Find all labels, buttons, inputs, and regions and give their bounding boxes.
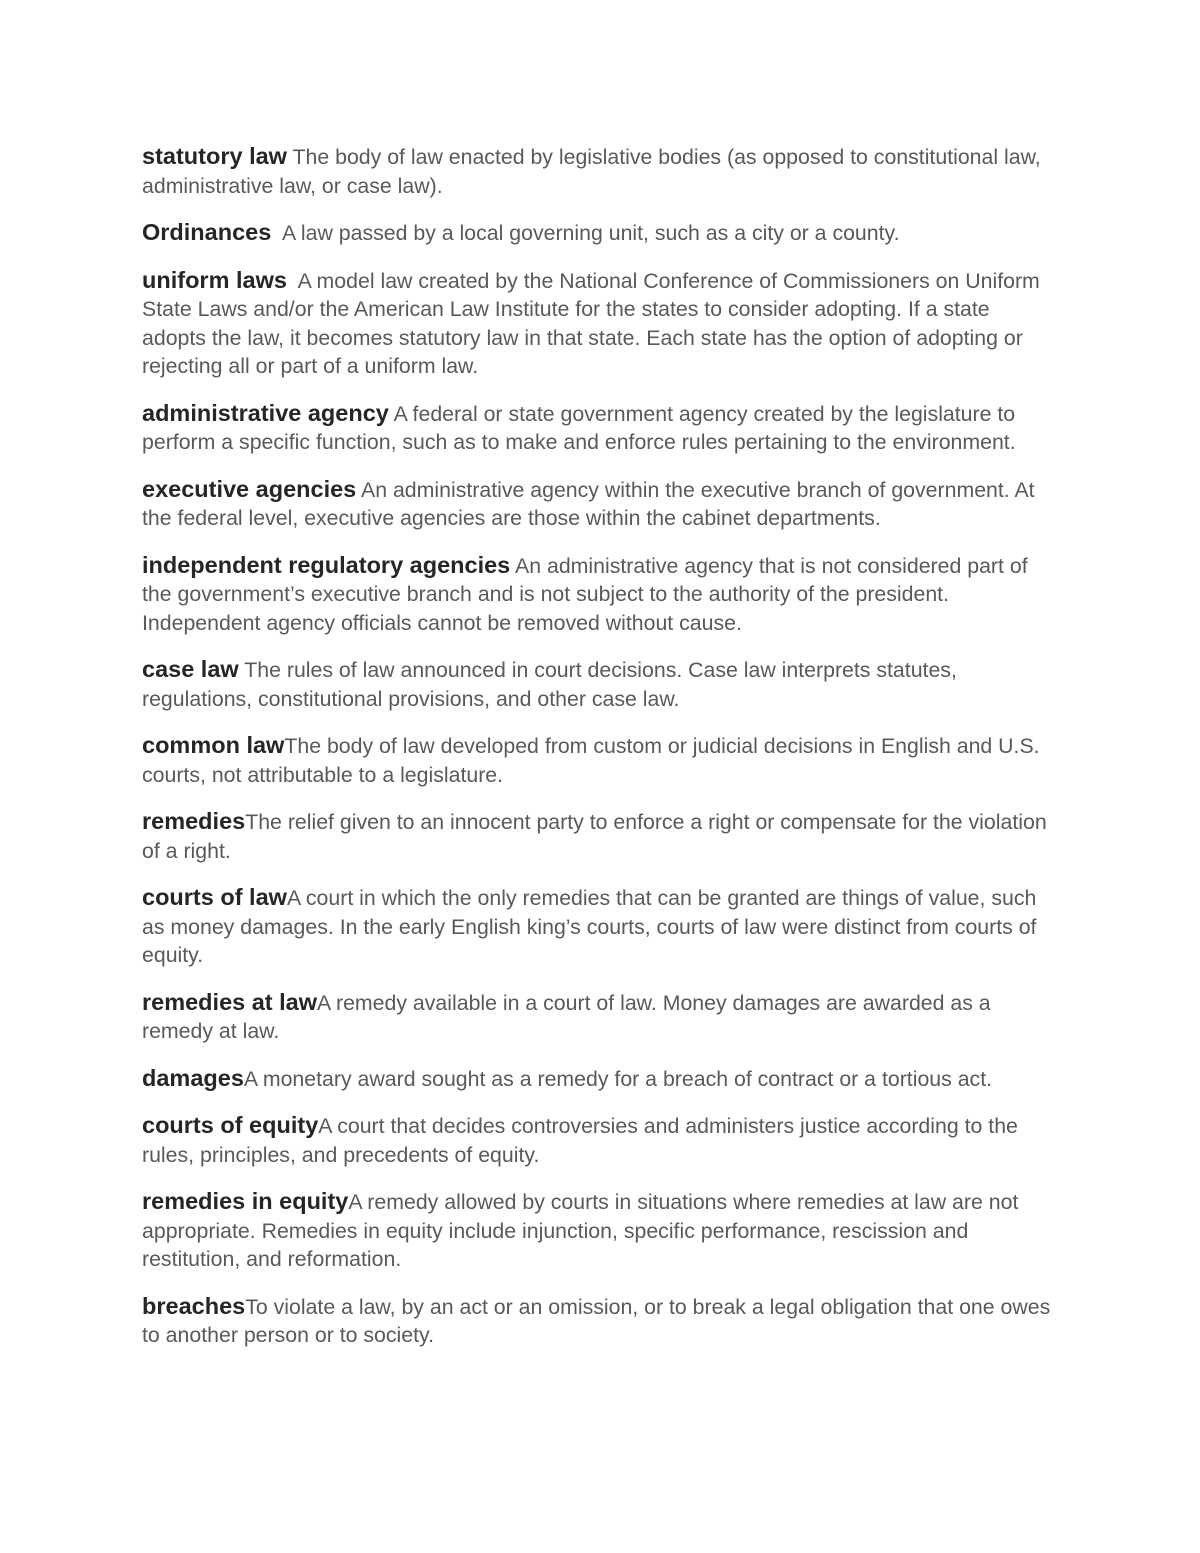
glossary-entry-independent-regulatory-agencies — [142, 551, 1058, 638]
glossary-entry-remedies — [142, 807, 1058, 865]
glossary-entry-uniform-laws — [142, 266, 1058, 381]
glossary-term: executive agencies — [142, 475, 357, 502]
glossary-entry-courts-of-law — [142, 883, 1058, 970]
glossary-definition: A law passed by a local governing unit, such as a city or a county. — [281, 221, 900, 245]
glossary-definition: The rules of law announced in court decisions. Case law interprets statutes, regulations, constitutional provisions, and other case law. — [142, 658, 957, 711]
glossary-term: uniform laws — [142, 266, 287, 293]
glossary-term: independent regulatory agencies — [142, 551, 511, 578]
glossary-definition: To violate a law, by an act or an omission, or to break a legal obligation that one owes to another person or to society. — [142, 1294, 1051, 1347]
glossary-definition: A court that decides controversies and administers justice according to the rules, principles, and precedents of equity. — [142, 1114, 1018, 1167]
glossary-term: common law — [142, 732, 285, 758]
glossary-term: damages — [142, 1064, 244, 1091]
glossary-definition: A model law created by the National Conference of Commissioners on Uniform State Laws and/or the American Law Institute for the states to consider adopting. If a state adopts the law, it becomes statutory law in that state. Each state has the option of adopting or rejecting all or part of a uniform law. — [142, 268, 1040, 378]
glossary-term: remedies — [142, 808, 246, 834]
glossary-entry-breaches — [142, 1292, 1058, 1350]
glossary-definition: The relief given to an innocent party to enforce a right or compensate for the violation of a right. — [142, 810, 1047, 863]
glossary-term: courts of law — [142, 884, 287, 910]
glossary-definition: A federal or state government agency created by the legislature to perform a specific function, such as to make and enforce rules pertaining to the environment. — [142, 401, 1016, 454]
glossary-definition: The body of law enacted by legislative bodies (as opposed to constitutional law, administrative law, or case law). — [142, 145, 1041, 198]
glossary-definition: A remedy available in a court of law. Money damages are awarded as a remedy at law. — [142, 990, 991, 1043]
glossary-term: administrative agency — [142, 399, 389, 426]
glossary-entry-ordinances — [142, 218, 1058, 248]
glossary-term: breaches — [142, 1292, 246, 1319]
glossary-definition: A court in which the only remedies that can be granted are things of value, such as money damages. In the early English king’s courts, courts of law were distinct from courts of equity. — [142, 886, 1037, 967]
glossary-definition: A monetary award sought as a remedy for a breach of contract or a tortious act. — [243, 1066, 993, 1091]
glossary-entry-courts-of-equity — [142, 1111, 1058, 1169]
glossary-term: Ordinances — [142, 219, 272, 245]
glossary-definition: The body of law developed from custom or judicial decisions in English and U.S. courts, not attributable to a legislature. — [142, 734, 1040, 787]
glossary-term: remedies at law — [142, 988, 318, 1015]
glossary-entry-remedies-at-law — [142, 988, 1058, 1046]
glossary-entry-damages — [142, 1064, 1058, 1094]
glossary-entry-statutory-law — [142, 142, 1058, 200]
glossary-definition: An administrative agency within the executive branch of government. At the federal level, executive agencies are those within the cabinet departments. — [142, 477, 1035, 530]
glossary-entry-executive-agencies — [142, 475, 1058, 533]
glossary-entry-administrative-agency — [142, 399, 1058, 457]
glossary-definition: An administrative agency that is not considered part of the government’s executive branch and is not subject to the authority of the president. Independent agency officials cannot be removed without cause. — [142, 553, 1028, 635]
glossary-entry-common-law — [142, 731, 1058, 789]
term-separator — [271, 221, 282, 245]
glossary-term: statutory law — [142, 143, 287, 169]
glossary-term: remedies in equity — [142, 1188, 349, 1214]
glossary-entry-case-law — [142, 655, 1058, 713]
document-page — [142, 142, 1058, 1368]
term-separator — [287, 269, 298, 293]
glossary-term: case law — [142, 656, 239, 682]
glossary-entry-remedies-in-equity — [142, 1187, 1058, 1274]
glossary-term: courts of equity — [142, 1112, 319, 1138]
glossary-definition: A remedy allowed by courts in situations where remedies at law are not appropriate. Remedies in equity include injunction, specific performance, rescission and restitution, and reformation. — [142, 1190, 1019, 1271]
